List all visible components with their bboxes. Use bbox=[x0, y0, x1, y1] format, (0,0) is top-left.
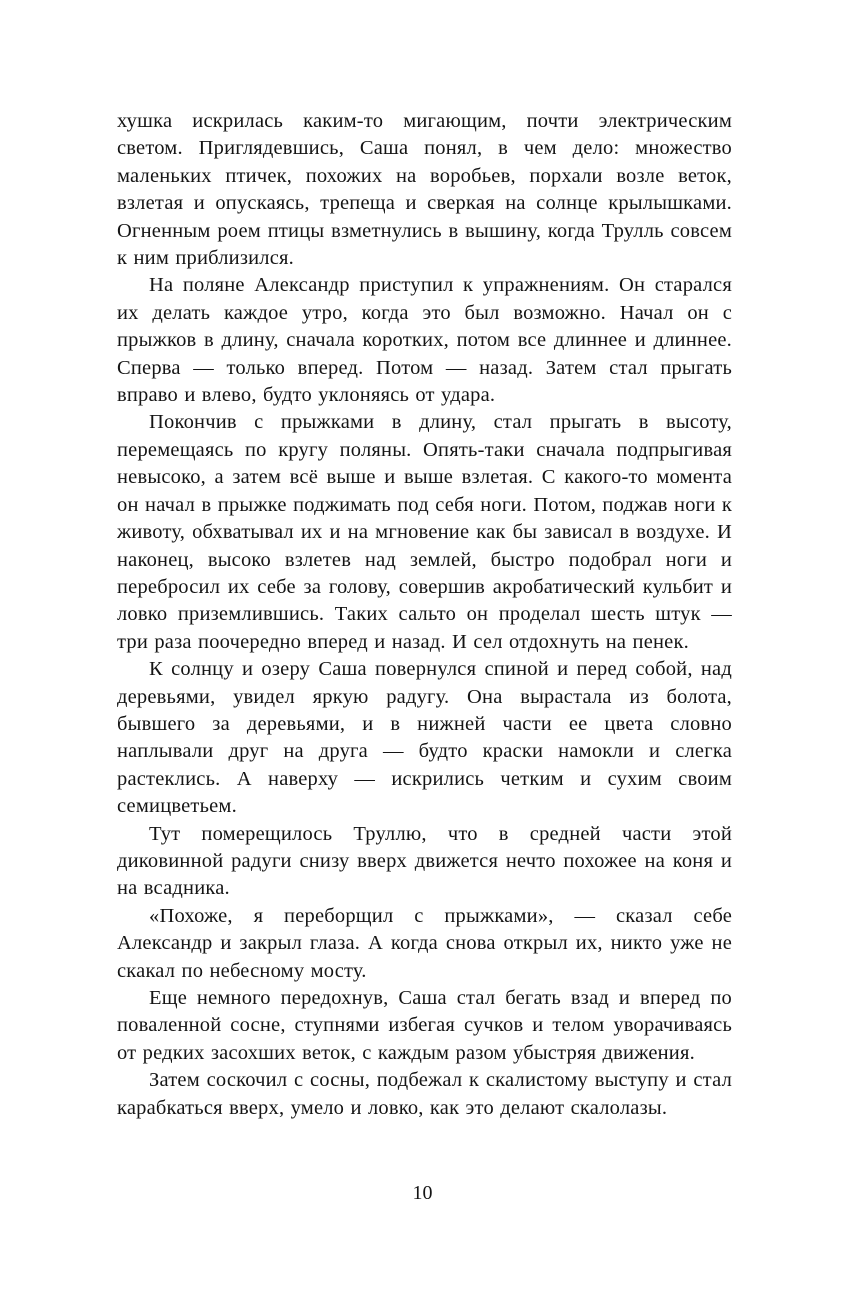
paragraph: На поляне Александр приступил к упражнениям. Он старался их делать каждое утро, когда это был возможно. Начал он с прыжков в длину, сначала коротких, потом все длиннее и длиннее. Сперва — только вперед. Потом — назад. Затем стал прыгать вправо и влево, будто уклоняясь от удара. bbox=[117, 274, 732, 407]
text-block bbox=[117, 108, 732, 1122]
paragraph: К солнцу и озеру Саша повернулся спиной и перед собой, над деревьями, увидел яркую радугу. Она вырастала из болота, бывшего за деревьями, и в нижней части ее цвета словно наплывали друг на друга — будто краски намокли и слегка растеклись. А наверху — искрились четким и сухим своим семицветьем. bbox=[117, 658, 732, 818]
paragraph: Еще немного передохнув, Саша стал бегать взад и вперед по поваленной сосне, ступнями избегая сучков и телом уворачиваясь от редких засохших веток, с каждым разом убыстряя движения. bbox=[117, 987, 732, 1064]
paragraph: Покончив с прыжками в длину, стал прыгать в высоту, перемещаясь по кругу поляны. Опять-таки сначала подпрыгивая невысоко, а затем всё выше и выше взлетая. С какого-то момента он начал в прыжке поджимать под себя ноги. Потом, поджав ноги к животу, обхватывал их и на мгновение как бы зависал в воздухе. И наконец, высоко взлетев над землей, быстро подобрал ноги и перебросил их себе за голову, совершив акробатический кульбит и ловко приземлившись. Таких сальто он проделал шесть штук — три раза поочередно вперед и назад. И сел отдохнуть на пенек. bbox=[117, 411, 732, 653]
paragraph: хушка искрилась каким-то мигающим, почти электрическим светом. Приглядевшись, Саша понял, в чем дело: множество маленьких птичек, похожих на воробьев, порхали возле веток, взлетая и опускаясь, трепеща и сверкая на солнце крылышками. Огненным роем птицы взметнулись в вышину, когда Трулль совсем к ним приблизился. bbox=[117, 110, 732, 270]
paragraph: Затем соскочил с сосны, подбежал к скалистому выступу и стал карабкаться вверх, умело и ловко, как это делают скалолазы. bbox=[117, 1069, 732, 1119]
paragraph: Тут померещилось Труллю, что в средней части этой диковинной радуги снизу вверх движется нечто похожее на коня и на всадника. bbox=[117, 822, 732, 900]
paragraph: «Похоже, я переборщил с прыжками», — сказал себе Александр и закрыл глаза. А когда снова открыл их, никто уже не скакал по небесному мосту. bbox=[117, 904, 732, 982]
page-number: 10 bbox=[412, 1182, 433, 1204]
